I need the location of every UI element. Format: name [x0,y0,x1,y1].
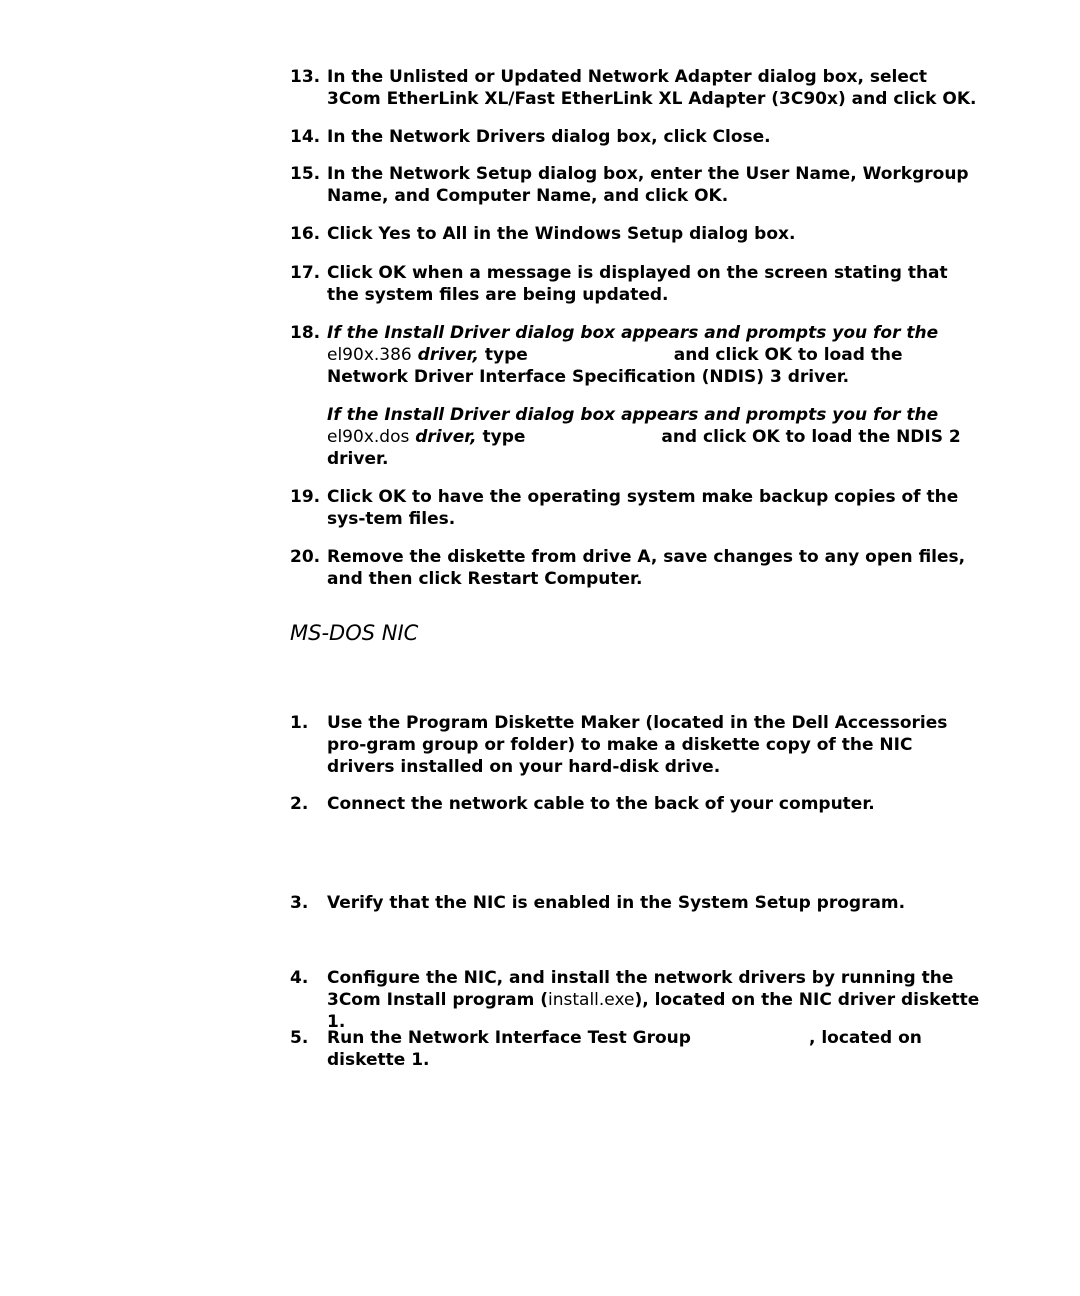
step-number: 16. [290,224,321,244]
step-number: 15. [290,164,321,184]
dos-step-1 [290,712,980,778]
step-text: Use the Program Diskette Maker (located in the Dell Accessories pro-gram group or folder) to make a diskette copy of the NIC drivers installed on your hard-disk drive. [327,713,948,777]
step-number: 13. [290,67,321,87]
step-18-paragraph-2 [327,404,980,470]
step-16 [290,223,980,245]
step-text: Connect the network cable to the back of your computer. [327,794,875,814]
file-name: el90x.dos [327,427,410,447]
step-number: 1. [290,713,309,733]
step-text-pre: Run the Network Interface Test Group [327,1028,691,1048]
driver-word: driver, [415,427,477,447]
file-name: el90x.386 [327,345,412,365]
step-text-pre: Configure the NIC, and install the network drivers by running the 3Com Install program ( [327,968,954,1010]
type-word: type [484,345,528,365]
conditional-lead: If the Install Driver dialog box appears and prompts you for the [327,405,939,425]
step-18 [290,322,980,388]
step-text-post: , located on diskette 1. [327,1028,922,1070]
conditional-lead: If the Install Driver dialog box appears and prompts you for the [327,323,939,343]
dos-step-5 [290,1027,980,1071]
step-text: Verify that the NIC is enabled in the System Setup program. [327,893,906,913]
step-13 [290,66,980,110]
step-text: Click OK to have the operating system make backup copies of the sys-tem files. [327,487,959,529]
step-text: In the Unlisted or Updated Network Adapter dialog box, select 3Com EtherLink XL/Fast EtherLink XL Adapter (3C90x) and click OK. [327,67,977,109]
step-14 [290,126,980,148]
step-number: 17. [290,263,321,283]
step-number: 3. [290,893,309,913]
type-word: type [482,427,526,447]
step-15 [290,163,980,207]
step-20 [290,546,980,590]
dos-step-4 [290,967,980,1033]
step-number: 18. [290,323,321,343]
step-17 [290,262,980,306]
dos-step-2 [290,793,980,815]
step-text: In the Network Setup dialog box, enter the User Name, Workgroup Name, and Computer Name, and click OK. [327,164,969,206]
section-heading: MS-DOS NIC [290,621,419,645]
driver-word: driver, [417,345,479,365]
step-number: 2. [290,794,309,814]
step-19 [290,486,980,530]
file-name: install.exe [548,990,635,1010]
step-number: 5. [290,1028,309,1048]
step-number: 14. [290,127,321,147]
step-text: Remove the diskette from drive A, save changes to any open files, and then click Restart Computer. [327,547,966,589]
step-18-continued [290,404,980,470]
step-text-post: ), located on the NIC driver diskette 1. [327,990,980,1032]
step-text-rest: and click OK to load the NDIS 2 driver. [327,427,961,469]
step-5-text [327,1027,980,1071]
step-18-paragraph-1 [327,322,980,388]
step-text: Click OK when a message is displayed on the screen stating that the system files are being updated. [327,263,948,305]
step-text: In the Network Drivers dialog box, click Close. [327,127,771,147]
step-number: 20. [290,547,321,567]
step-text: Click Yes to All in the Windows Setup dialog box. [327,224,796,244]
dos-step-3 [290,892,980,914]
step-text-rest: and click OK to load the Network Driver Interface Specification (NDIS) 3 driver. [327,345,903,387]
step-number: 4. [290,968,309,988]
step-4-text [327,967,980,1033]
step-number: 19. [290,487,321,507]
